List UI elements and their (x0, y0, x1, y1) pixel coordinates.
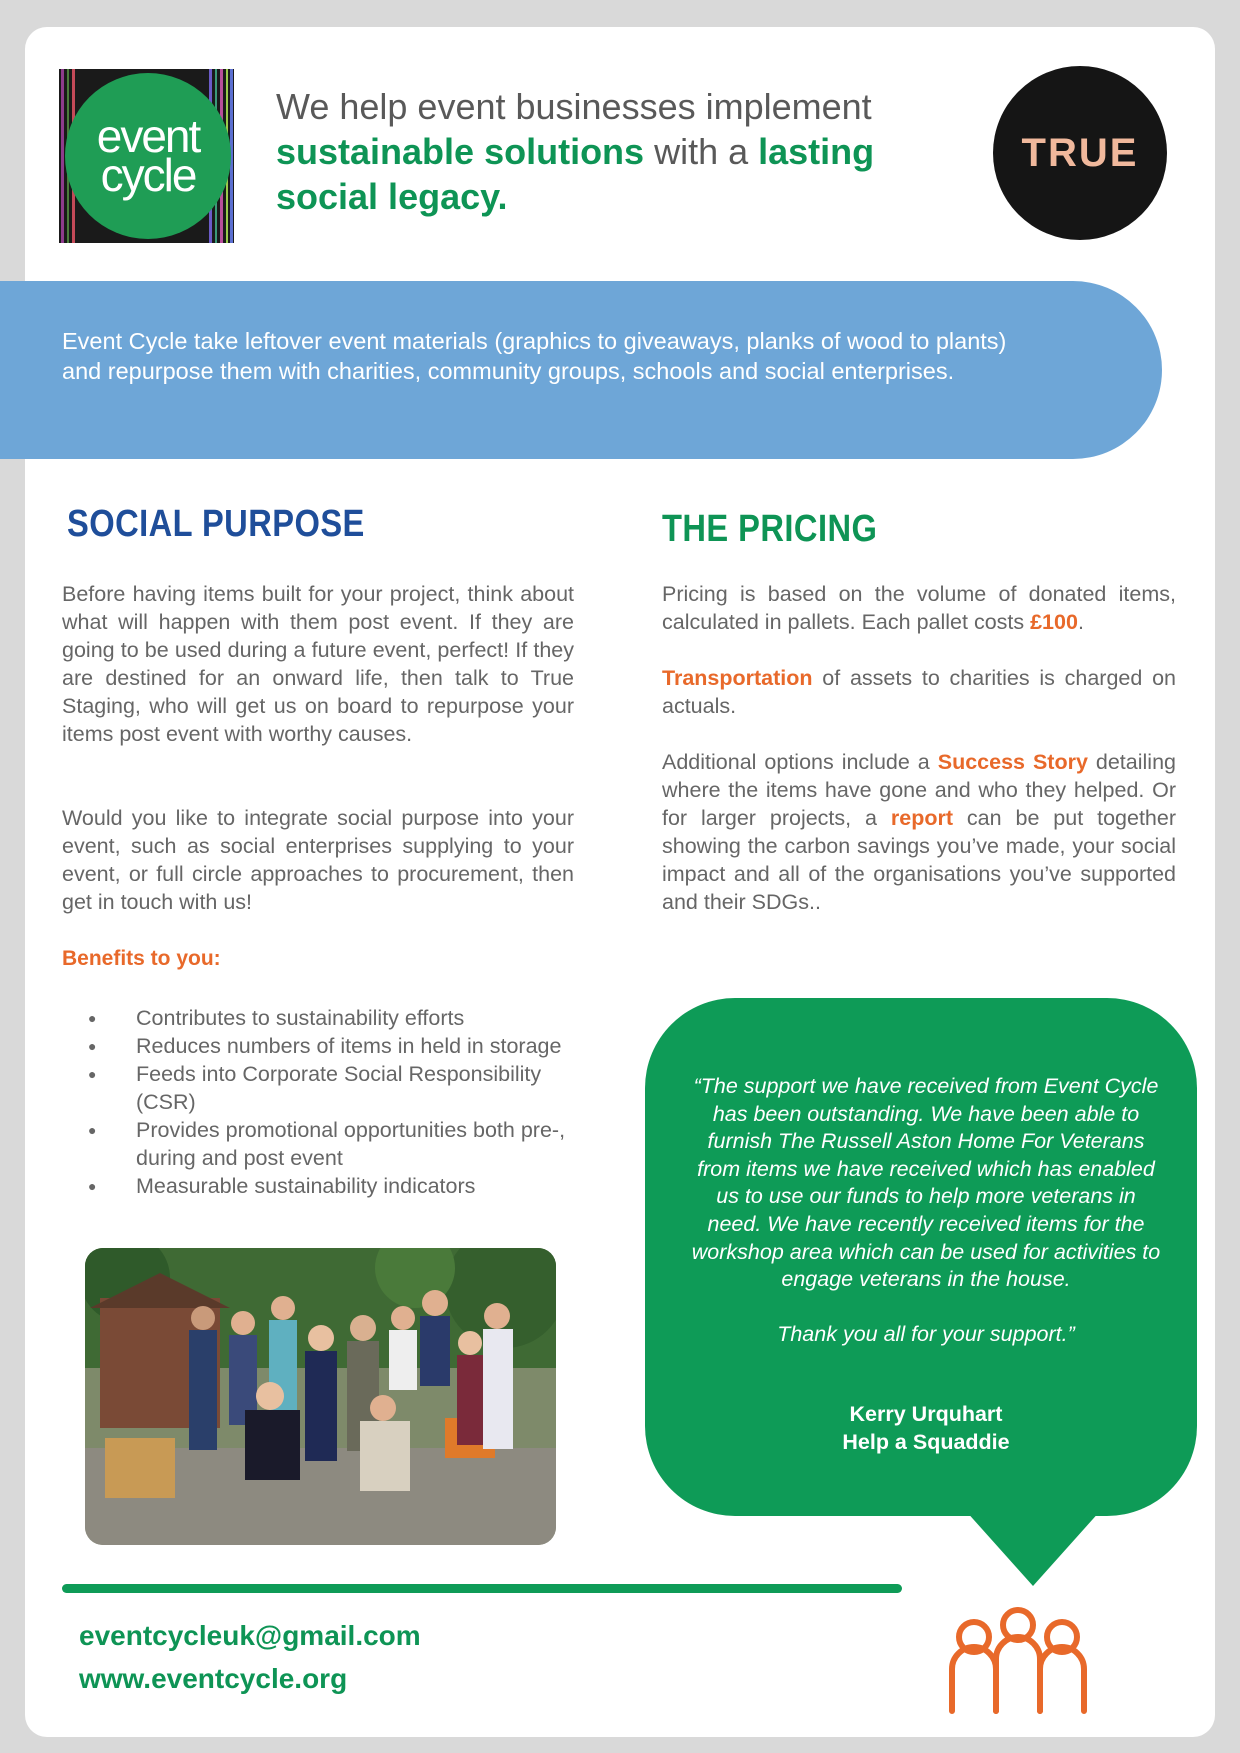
benefits-list (86, 1004, 576, 1200)
headline-part2: with a (644, 131, 759, 172)
email-link[interactable]: eventcycleuk@gmail.com (79, 1620, 421, 1651)
website-link[interactable]: www.eventcycle.org (79, 1663, 348, 1694)
pricing-p3-text2: detailing where the items have gone and who they helped. Or for larger projects, a (662, 750, 1176, 830)
benefit-item: ● Provides promotional opportunities both pre-, during and post event (86, 1116, 576, 1172)
logo-text-event: event (96, 109, 200, 162)
logo-text-cycle: cycle (100, 149, 196, 201)
pricing-heading: THE PRICING (662, 508, 878, 550)
logo-circle (65, 73, 231, 239)
event-cycle-logo (59, 69, 234, 243)
pricing-paragraph-1 (662, 580, 1176, 636)
pricing-p2-text: of assets to charities is charged on actuals. (662, 666, 1176, 718)
author-name: Kerry Urquhart (849, 1402, 1003, 1426)
group-photo-illustration (85, 1248, 556, 1545)
true-badge-logo (993, 66, 1167, 240)
benefit-item: ● Reduces numbers of items in held in storage (86, 1032, 576, 1060)
footer-divider (62, 1584, 902, 1593)
transportation-highlight: Transportation (662, 666, 813, 690)
testimonial-quote (690, 1073, 1162, 1349)
headline-bold2: lasting social legacy. (276, 131, 875, 217)
pricing-p1-text: Pricing is based on the volume of donated items, calculated in pallets. Each pallet costs (662, 582, 1176, 634)
headline-bold1: sustainable solutions (276, 131, 645, 172)
benefits-title: Benefits to you: (62, 947, 221, 970)
social-purpose-paragraph-1: Before having items built for your project, think about what will happen with them post event. If they are going to be used during a future event, perfect! If they are destined for an onward life, then talk to True Staging, who will get us on board to repurpose your items post event with worthy causes. (62, 582, 574, 746)
group-photo (85, 1248, 556, 1545)
benefit-item: ● Feeds into Corporate Social Responsibility (CSR) (86, 1060, 576, 1116)
true-badge-text: TRUE (1021, 130, 1139, 175)
headline (276, 84, 916, 219)
testimonial-quote-text: “The support we have received from Event Cycle has been outstanding. We have been able to furnish The Russell Aston Home For Veterans from items we have received which has enabled us to use our funds to help more veterans in need. We have recently received items for the workshop area which can be used for activities to engage veterans in the house. (691, 1074, 1161, 1292)
headline-part1: We help event businesses implement (276, 86, 872, 127)
testimonial-bubble-tail (965, 1510, 1101, 1586)
success-story-highlight: Success Story (937, 750, 1088, 774)
testimonial-author (690, 1401, 1162, 1456)
pricing-paragraph-2 (662, 664, 1176, 720)
social-purpose-paragraph-2: Would you like to integrate social purpose into your event, such as social enterprises supplying to your event, or full circle approaches to procurement, then get in touch with us! (62, 806, 574, 914)
intro-banner (0, 281, 1162, 459)
banner-text: Event Cycle take leftover event materials (graphics to giveaways, planks of wood to plants) and repurpose them with charities, community groups, schools and social enterprises. (62, 328, 1007, 384)
benefit-item: ● Measurable sustainability indicators (86, 1172, 576, 1200)
author-organisation: Help a Squaddie (842, 1429, 1010, 1454)
pricing-p3-text3: can be put together showing the carbon savings you’ve made, your social impact and all of the organisations you’ve supported and their SDGs.. (662, 806, 1176, 914)
pricing-p3-text1: Additional options include a (662, 750, 938, 774)
people-icon (944, 1607, 1092, 1715)
testimonial-thanks: Thank you all for your support.” (777, 1322, 1075, 1347)
social-purpose-heading: SOCIAL PURPOSE (67, 503, 365, 545)
pricing-p1-end: . (1077, 610, 1084, 634)
pricing-paragraph-3 (662, 748, 1176, 916)
report-highlight: report (890, 806, 954, 830)
pallet-price: £100 (1030, 610, 1078, 634)
benefit-item: ● Contributes to sustainability efforts (86, 1004, 576, 1032)
